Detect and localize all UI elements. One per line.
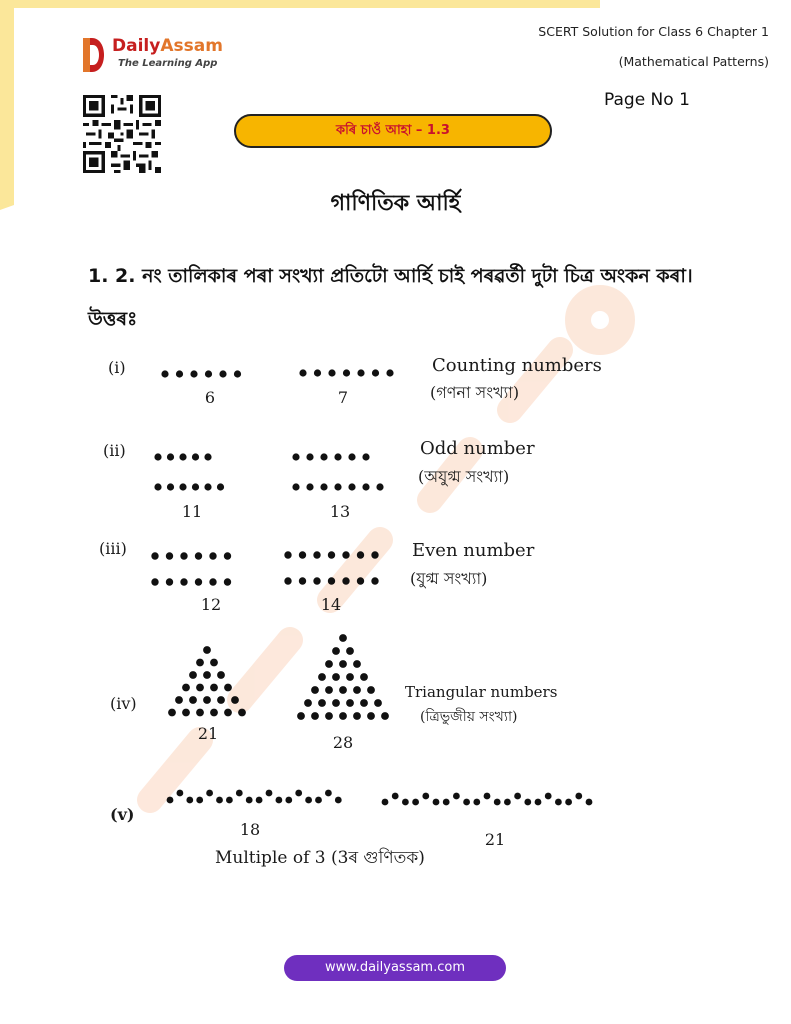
dot xyxy=(524,799,531,806)
dot xyxy=(313,577,320,584)
row-numeral-4: (iv) xyxy=(110,694,137,713)
dot xyxy=(339,712,347,720)
dot xyxy=(304,699,312,707)
row-name-en-2: Odd number xyxy=(420,438,535,459)
dot xyxy=(166,552,173,559)
count-label-2b: 13 xyxy=(329,502,351,521)
row-numeral-1: (i) xyxy=(108,358,126,377)
dot xyxy=(320,453,327,460)
dot xyxy=(305,797,312,804)
brand-name xyxy=(112,36,223,56)
dot xyxy=(374,699,382,707)
dot xyxy=(386,369,393,376)
row-name-en-5: Multiple of 3 (3ৰ গুণিতক) xyxy=(215,848,425,868)
dot xyxy=(586,799,593,806)
dot xyxy=(339,660,347,668)
dot xyxy=(167,797,174,804)
dot xyxy=(203,671,211,679)
dot xyxy=(453,793,460,800)
dot xyxy=(205,370,212,377)
dot xyxy=(219,370,226,377)
dot xyxy=(306,483,313,490)
dot xyxy=(412,799,419,806)
dot xyxy=(196,709,204,717)
row-numeral-3: (iii) xyxy=(99,539,127,558)
dot xyxy=(276,797,283,804)
dot xyxy=(318,673,326,681)
dot xyxy=(555,799,562,806)
dot xyxy=(299,551,306,558)
dot xyxy=(463,799,470,806)
row-name-en-1: Counting numbers xyxy=(432,355,602,376)
dot xyxy=(204,453,211,460)
website-link[interactable]: www.dailyassam.com xyxy=(284,955,506,981)
brand-tagline: The Learning App xyxy=(118,58,218,69)
dot xyxy=(353,686,361,694)
dot xyxy=(392,793,399,800)
dot xyxy=(182,684,190,692)
dot xyxy=(224,709,232,717)
count-label-5b: 21 xyxy=(484,830,506,849)
dot xyxy=(313,551,320,558)
dot xyxy=(299,369,306,376)
dot xyxy=(217,671,225,679)
dot xyxy=(295,790,302,797)
dot xyxy=(504,799,511,806)
dot xyxy=(473,799,480,806)
brand-logo xyxy=(80,36,240,76)
dot xyxy=(353,660,361,668)
dot-group-14 xyxy=(284,551,378,584)
dot xyxy=(299,577,306,584)
dot xyxy=(189,696,197,704)
row-name-en-3: Even number xyxy=(412,540,535,561)
dot xyxy=(203,646,211,654)
dot xyxy=(195,578,202,585)
dot xyxy=(360,673,368,681)
dot xyxy=(362,483,369,490)
dot xyxy=(246,797,253,804)
dot-group-7 xyxy=(299,369,393,376)
brand-name-assam: Assam xyxy=(160,36,223,56)
dot xyxy=(210,684,218,692)
dot xyxy=(236,790,243,797)
dot xyxy=(422,793,429,800)
dot xyxy=(381,712,389,720)
dot xyxy=(346,647,354,655)
dot xyxy=(167,453,174,460)
dot xyxy=(342,551,349,558)
row-name-as-4: (ত্ৰিভুজীয় সংখ্যা) xyxy=(420,709,518,725)
dot xyxy=(315,797,322,804)
row-name-as-3: (যুগ্ম সংখ্যা) xyxy=(410,569,488,588)
dot xyxy=(514,793,521,800)
dot xyxy=(325,790,332,797)
dot xyxy=(284,551,291,558)
dot xyxy=(535,799,542,806)
count-label-4a: 21 xyxy=(197,724,219,743)
dot xyxy=(179,453,186,460)
dot xyxy=(206,790,213,797)
dot xyxy=(367,686,375,694)
dot xyxy=(320,483,327,490)
dot xyxy=(332,699,340,707)
dot xyxy=(325,686,333,694)
dot xyxy=(433,799,440,806)
zigzag-group-21 xyxy=(382,793,593,806)
dot xyxy=(328,369,335,376)
dot xyxy=(210,709,218,717)
dot xyxy=(372,369,379,376)
exercise-badge: কৰি চাওঁ আহা – 1.3 xyxy=(234,114,552,148)
zigzag-group-18 xyxy=(167,790,342,804)
row-name-en-4: Triangular numbers xyxy=(405,683,558,701)
dot xyxy=(360,699,368,707)
triangle-group-28 xyxy=(297,634,389,720)
dot xyxy=(231,696,239,704)
dot xyxy=(311,686,319,694)
dot xyxy=(371,577,378,584)
dot xyxy=(186,797,193,804)
dot xyxy=(190,370,197,377)
dot xyxy=(357,577,364,584)
question-text: 1. 2. নং তালিকাৰ পৰা সংখ্যা প্ৰতিটো আৰ্হি চাই পৰৱৰ্তী দুটা চিত্ৰ অংকন কৰা। xyxy=(88,265,693,287)
dot xyxy=(306,453,313,460)
dot xyxy=(339,686,347,694)
dot xyxy=(565,799,572,806)
dot xyxy=(151,552,158,559)
brand-name-daily: Daily xyxy=(112,36,161,56)
dot xyxy=(353,712,361,720)
dot xyxy=(216,797,223,804)
row-name-as-1: (গণনা সংখ্যা) xyxy=(430,383,520,402)
dot-group-11 xyxy=(154,453,224,490)
dot xyxy=(292,453,299,460)
dot xyxy=(357,551,364,558)
qr-code-icon xyxy=(82,95,162,173)
dot xyxy=(196,659,204,667)
dot xyxy=(177,790,184,797)
dot xyxy=(209,552,216,559)
dot xyxy=(367,712,375,720)
dot xyxy=(545,793,552,800)
dot xyxy=(348,453,355,460)
dot xyxy=(292,483,299,490)
count-label-3b: 14 xyxy=(320,595,342,614)
dot xyxy=(256,797,263,804)
dot-pattern-figure xyxy=(0,340,791,880)
dot xyxy=(339,634,347,642)
dot xyxy=(224,552,231,559)
dot xyxy=(382,799,389,806)
dot xyxy=(575,793,582,800)
dot xyxy=(371,551,378,558)
dot xyxy=(180,578,187,585)
dot xyxy=(238,709,246,717)
dot xyxy=(318,699,326,707)
dot xyxy=(161,370,168,377)
dot xyxy=(234,370,241,377)
dot xyxy=(195,552,202,559)
dot xyxy=(196,797,203,804)
dot xyxy=(334,483,341,490)
dot xyxy=(179,483,186,490)
dot xyxy=(311,712,319,720)
dot xyxy=(210,659,218,667)
dot xyxy=(357,369,364,376)
dot-group-6 xyxy=(161,370,241,377)
header-chapter-name: (Mathematical Patterns) xyxy=(618,54,769,69)
count-label-3a: 12 xyxy=(200,595,222,614)
dot xyxy=(176,370,183,377)
dot xyxy=(346,699,354,707)
dot xyxy=(328,577,335,584)
page-title: গাণিতিক আৰ্হি xyxy=(330,191,461,216)
logo-d-icon xyxy=(80,36,110,74)
header-solution-title: SCERT Solution for Class 6 Chapter 1 xyxy=(538,24,769,39)
dot xyxy=(168,709,176,717)
dot xyxy=(182,709,190,717)
dot xyxy=(332,647,340,655)
dot xyxy=(196,684,204,692)
dot xyxy=(332,673,340,681)
dot xyxy=(224,684,232,692)
dot xyxy=(402,799,409,806)
dot xyxy=(154,453,161,460)
dot xyxy=(284,577,291,584)
dot xyxy=(192,453,199,460)
dot xyxy=(314,369,321,376)
count-label-2a: 11 xyxy=(181,502,203,521)
dot xyxy=(443,799,450,806)
dot-group-12 xyxy=(151,552,231,585)
dot xyxy=(484,793,491,800)
answer-label: উত্তৰঃ xyxy=(88,308,138,330)
dot xyxy=(192,483,199,490)
count-label-4b: 28 xyxy=(332,733,354,752)
dot-group-13 xyxy=(292,453,383,490)
dot xyxy=(362,453,369,460)
dot xyxy=(189,671,197,679)
dot xyxy=(376,483,383,490)
dot xyxy=(285,797,292,804)
dot xyxy=(217,483,224,490)
count-label-5a: 18 xyxy=(239,820,261,839)
dot xyxy=(154,483,161,490)
dot xyxy=(226,797,233,804)
dot xyxy=(494,799,501,806)
dot xyxy=(325,660,333,668)
dot xyxy=(209,578,216,585)
dot xyxy=(328,551,335,558)
dot xyxy=(266,790,273,797)
row-numeral-2: (ii) xyxy=(103,441,126,460)
dot xyxy=(224,578,231,585)
row-name-as-2: (অযুগ্ম সংখ্যা) xyxy=(418,467,510,486)
dot xyxy=(335,797,342,804)
triangle-group-21 xyxy=(168,646,246,716)
dot xyxy=(342,577,349,584)
dot xyxy=(343,369,350,376)
dot xyxy=(348,483,355,490)
dot xyxy=(175,696,183,704)
dot xyxy=(166,578,173,585)
dot xyxy=(167,483,174,490)
count-label-1a: 6 xyxy=(204,388,216,407)
dot xyxy=(297,712,305,720)
dot xyxy=(334,453,341,460)
dot xyxy=(204,483,211,490)
dot xyxy=(151,578,158,585)
dot xyxy=(346,673,354,681)
dot xyxy=(180,552,187,559)
dot xyxy=(325,712,333,720)
page-number: Page No 1 xyxy=(604,90,690,110)
dot xyxy=(217,696,225,704)
dot xyxy=(203,696,211,704)
count-label-1b: 7 xyxy=(337,388,349,407)
row-numeral-5: (v) xyxy=(110,805,135,824)
